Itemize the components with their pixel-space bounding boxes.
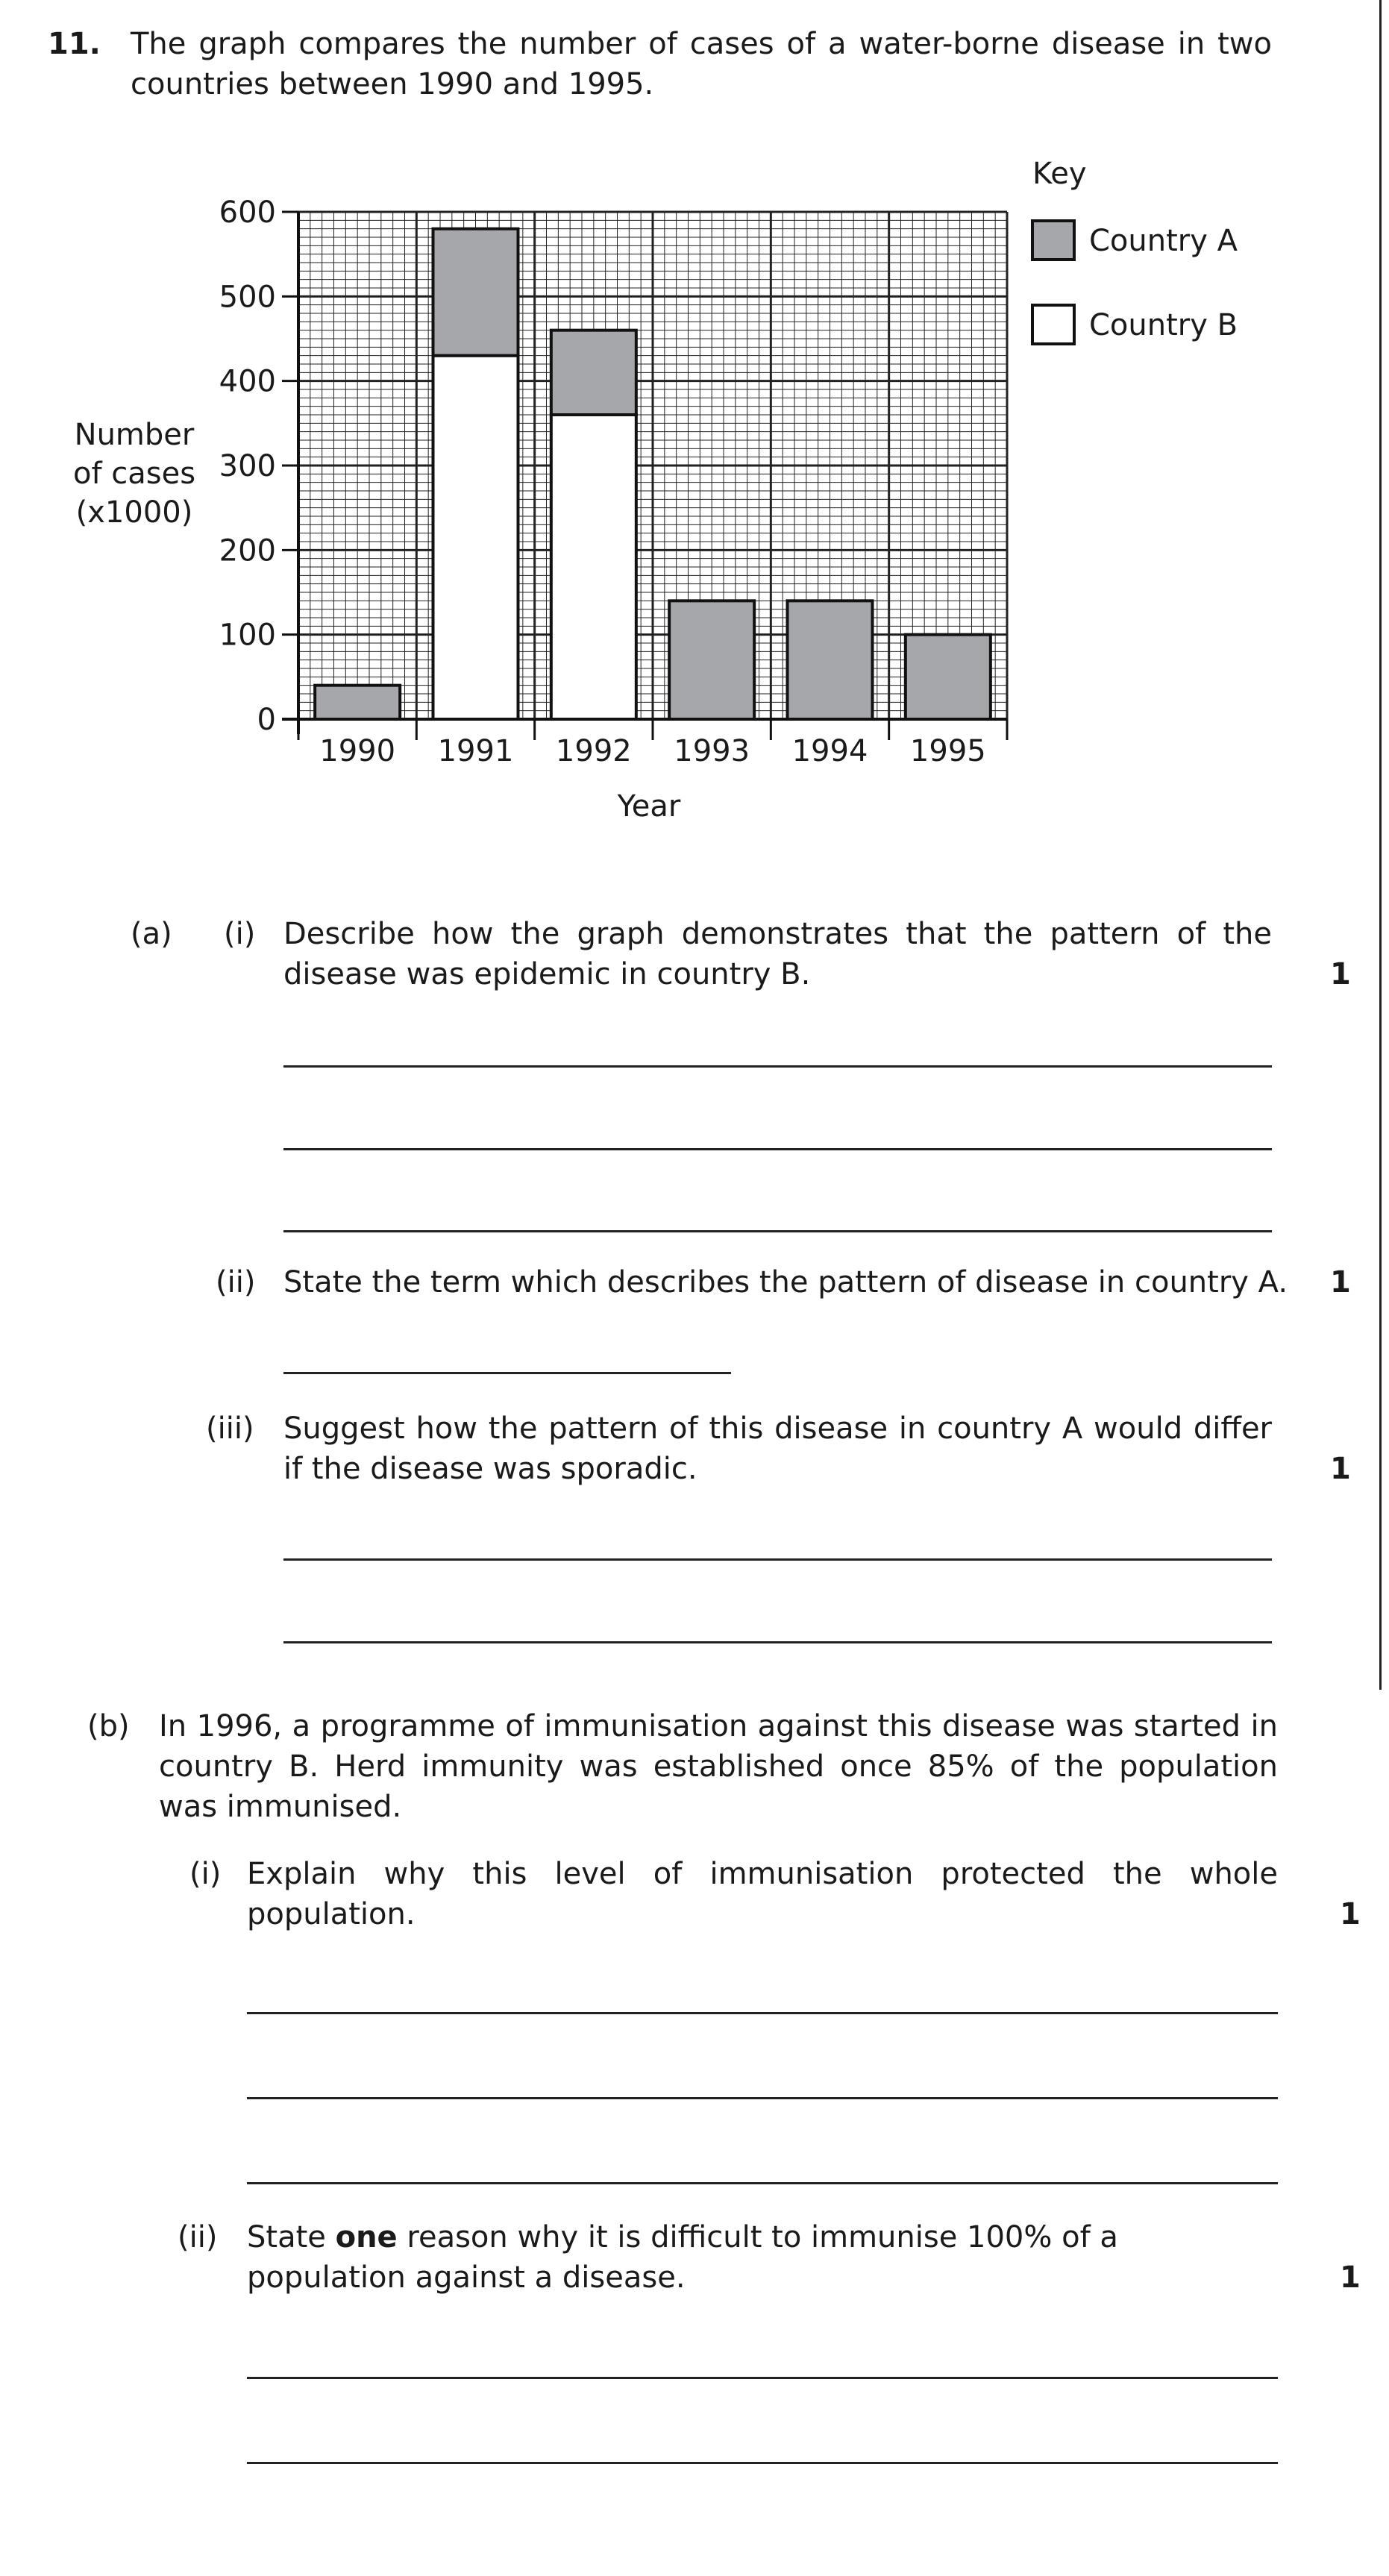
y-axis-title-line: Number xyxy=(74,418,195,452)
answer-line[interactable] xyxy=(283,1558,1272,1561)
bar-country-a-1995 xyxy=(906,635,991,719)
part-a-i-marks: 1 xyxy=(1330,957,1351,991)
part-a-ii-marks: 1 xyxy=(1330,1265,1351,1300)
bar-country-a-1994 xyxy=(788,601,873,719)
y-tick-label: 200 xyxy=(219,533,276,568)
answer-line[interactable] xyxy=(247,2377,1278,2379)
answer-line[interactable] xyxy=(247,2462,1278,2464)
chart-axes xyxy=(282,212,1007,740)
part-a-iii-text: Suggest how the pattern of this disease in country A would differ if the disease was sporadic. xyxy=(283,1411,1272,1486)
y-axis-title-line: of cases xyxy=(72,457,196,491)
bar-country-a-1990 xyxy=(315,686,400,719)
x-tick-label: 1995 xyxy=(909,734,986,768)
part-b-ii-emphasis: one xyxy=(335,2220,398,2254)
part-a-ii-label: (ii) xyxy=(216,1265,256,1300)
bar-country-b-1992 xyxy=(551,415,636,719)
x-tick-label: 1993 xyxy=(674,734,750,768)
x-tick-label: 1992 xyxy=(555,734,632,768)
answer-line[interactable] xyxy=(283,1230,1272,1232)
answer-line[interactable] xyxy=(283,1372,731,1374)
y-tick-label: 0 xyxy=(257,703,276,737)
part-a-i-label: (i) xyxy=(224,917,256,951)
y-tick-label: 300 xyxy=(219,449,276,483)
part-a-i-text: Describe how the graph demonstrates that the pattern of the disease was epidemic in country B. xyxy=(283,917,1272,991)
x-axis-title: Year xyxy=(617,789,681,824)
bar-country-b-1991 xyxy=(433,356,518,719)
answer-line[interactable] xyxy=(283,1148,1272,1150)
bar-chart xyxy=(0,149,1389,836)
answer-line[interactable] xyxy=(247,2012,1278,2014)
bar-country-a-1992 xyxy=(551,330,636,415)
x-tick-label: 1990 xyxy=(319,734,396,768)
part-b-ii-text-pre: State xyxy=(247,2220,336,2254)
part-b-i-marks: 1 xyxy=(1340,1897,1361,1931)
part-b-label: (b) xyxy=(87,1709,130,1743)
chart-legend xyxy=(1032,157,1238,344)
y-tick-label: 100 xyxy=(219,618,276,653)
part-b-ii-text-post: reason why it is difficult to immunise 100% of a population against a disease. xyxy=(247,2220,1118,2295)
answer-line[interactable] xyxy=(283,1641,1272,1643)
y-tick-label: 500 xyxy=(219,280,276,315)
part-a-label: (a) xyxy=(131,917,172,951)
x-tick-label: 1994 xyxy=(791,734,868,768)
part-a-iii-marks: 1 xyxy=(1330,1452,1351,1486)
chart-grid xyxy=(298,212,1007,719)
part-b-intro: In 1996, a programme of immunisation against this disease was started in country B. Herd immunity was established once 85% of the population was immunised. xyxy=(159,1709,1278,1824)
question-stem: The graph compares the number of cases of a water-borne disease in two countries between 1990 and 1995. xyxy=(131,27,1272,101)
legend-swatch-country-a xyxy=(1032,221,1074,260)
part-b-ii-label: (ii) xyxy=(178,2220,218,2254)
part-b-i-label: (i) xyxy=(189,1857,222,1891)
part-b-ii-marks: 1 xyxy=(1340,2260,1361,2295)
answer-line[interactable] xyxy=(247,2182,1278,2184)
y-axis-title-line: (x1000) xyxy=(75,495,193,530)
chart-labels xyxy=(73,195,986,824)
legend-title: Key xyxy=(1032,157,1087,191)
x-tick-label: 1991 xyxy=(437,734,514,768)
legend-label: Country A xyxy=(1089,224,1238,258)
answer-line[interactable] xyxy=(247,2097,1278,2099)
part-a-ii-text: State the term which describes the pattern of disease in country A. xyxy=(283,1265,1288,1300)
y-tick-label: 600 xyxy=(219,195,276,230)
part-a-iii-label: (iii) xyxy=(206,1411,254,1446)
bar-country-a-1993 xyxy=(669,601,754,719)
question-number: 11. xyxy=(48,27,101,61)
legend-label: Country B xyxy=(1089,308,1238,342)
part-b-ii-text xyxy=(247,2217,1278,2298)
answer-line[interactable] xyxy=(283,1065,1272,1068)
part-b-i-text: Explain why this level of immunisation protected the whole population. xyxy=(247,1857,1278,1931)
bar-country-a-1991 xyxy=(433,229,518,356)
y-tick-label: 400 xyxy=(219,364,276,399)
legend-swatch-country-b xyxy=(1032,305,1074,344)
